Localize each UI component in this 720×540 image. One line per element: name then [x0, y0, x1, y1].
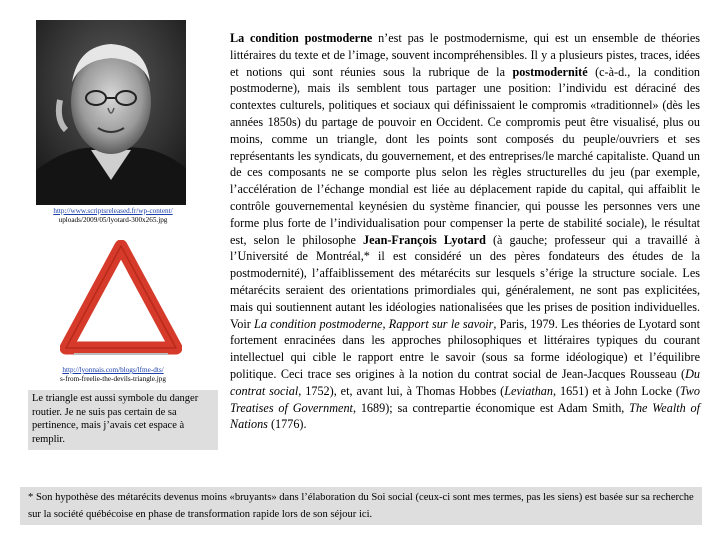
photo-source-url[interactable] — [38, 207, 188, 225]
main-text — [230, 30, 700, 433]
triangle-caption: Le triangle est aussi symbole du danger routier. Je ne suis pas certain de sa pertinence, mais j’avais cet espace à remplir. — [28, 390, 218, 450]
title-wealth-of-nations: The Wealth of Nations — [230, 400, 700, 432]
photo-url-link[interactable]: http://www.scriptsreleased.fr/wp-content/ — [53, 207, 173, 215]
text-segment: n’est pas le postmodernisme, qui est un ensemble de théories littéraires du texte et de l’image, souvent incompréhensibles. Il y a plusieurs pistes, traces, idées et notions qui sont réunies sous la rubrique de la — [230, 31, 700, 79]
title-du-contrat-social: Du contrat social — [230, 366, 700, 398]
text-segment: (1776). — [267, 417, 307, 432]
term-condition-postmoderne: La condition postmoderne — [230, 31, 373, 45]
title-two-treatises: Two Treatises of Government — [230, 383, 700, 415]
text-segment: , 1651) et à John Locke ( — [553, 383, 680, 398]
triangle-url-link[interactable]: http://lyonnais.com/blogs/lfme-dts/ — [62, 366, 164, 374]
text-segment: (à gauche; professeur qui a travaillé à l’Université de Montréal,* il est considéré un des pères fondateurs des études de la postmodernité), l’affaiblissement des métarécits sur lesquels s’érige la structure sociale. Les métarécits seraient des orientations primordiales qui, généralement, ne sont pas explicitées, mais qui soutiennent autant les idéologies nationalisées que les prises de position individuelles. Voir — [230, 232, 700, 331]
title-condition-postmoderne: La condition postmoderne, Rapport sur le savoir — [254, 316, 494, 331]
footnote: * Son hypothèse des métarécits devenus moins «bruyants» dans l’élaboration du Soi social (ceux-ci sont mes termes, pas les siens) est basée sur sa recherche sur la société québécoise en phase de transformation rapide lors de son séjour ici. — [20, 487, 702, 525]
main-paragraph — [230, 30, 700, 433]
photo-url-tail: uploads/2009/05/lyotard-300x265.jpg — [58, 216, 168, 224]
term-postmodernite: postmodernité — [512, 64, 588, 79]
title-leviathan: Leviathan — [504, 383, 553, 398]
lyotard-portrait — [36, 20, 186, 205]
name-lyotard: Jean-François Lyotard — [362, 232, 486, 247]
triangle-url-tail: s-from-freelie-the-devils-triangle.jpg — [60, 375, 166, 383]
text-segment: (c-à-d., la condition postmoderne), mais ils semblent tous partager une position: l’individu est déraciné des contextes culturels, politiques et sociaux qui définissaient le compromis «traditionnel» (dès les années 1850s) du partage de pouvoir en Occident. Ce compromis peut être visualisé, plus ou moins, comme un triangle, dont les points sont composés du peuple/ouvriers et ses représentants les syndicats, du gouvernement, et des entreprises/le marché capitaliste. Quand un de ces composants ne se comporte plus selon les règles structurelles du jeu (par exemple, l’accélération de l’échange mondial est liée au déplacement rapide du capital, qui affaiblit le contrôle gouvernemental keynésien du système financier, qui pousse les personnes vers une forme plus forte de l’individualisation pour compenser la perte de stabilité sociale), le résultat est, selon le philosophe — [230, 64, 701, 247]
warning-triangle-icon — [60, 240, 182, 358]
text-segment: , 1689); sa contrepartie économique est Adam Smith, — [352, 400, 630, 415]
triangle-source-url[interactable] — [38, 366, 188, 384]
text-segment: , Paris, 1979. Les théories de Lyotard sont fortement enracinées dans les approches philosophiques et littéraires typiques du courant intellectuel qui cible le rapport entre le savoir (sous sa forme idéologique) et l’équilibre politique. Ceci trace ses origines à la notion du contrat social de Jean-Jacques Rousseau ( — [230, 316, 700, 381]
lyotard-photo — [36, 20, 186, 205]
text-segment: , 1752), et, avant lui, à Thomas Hobbes ( — [298, 383, 505, 398]
